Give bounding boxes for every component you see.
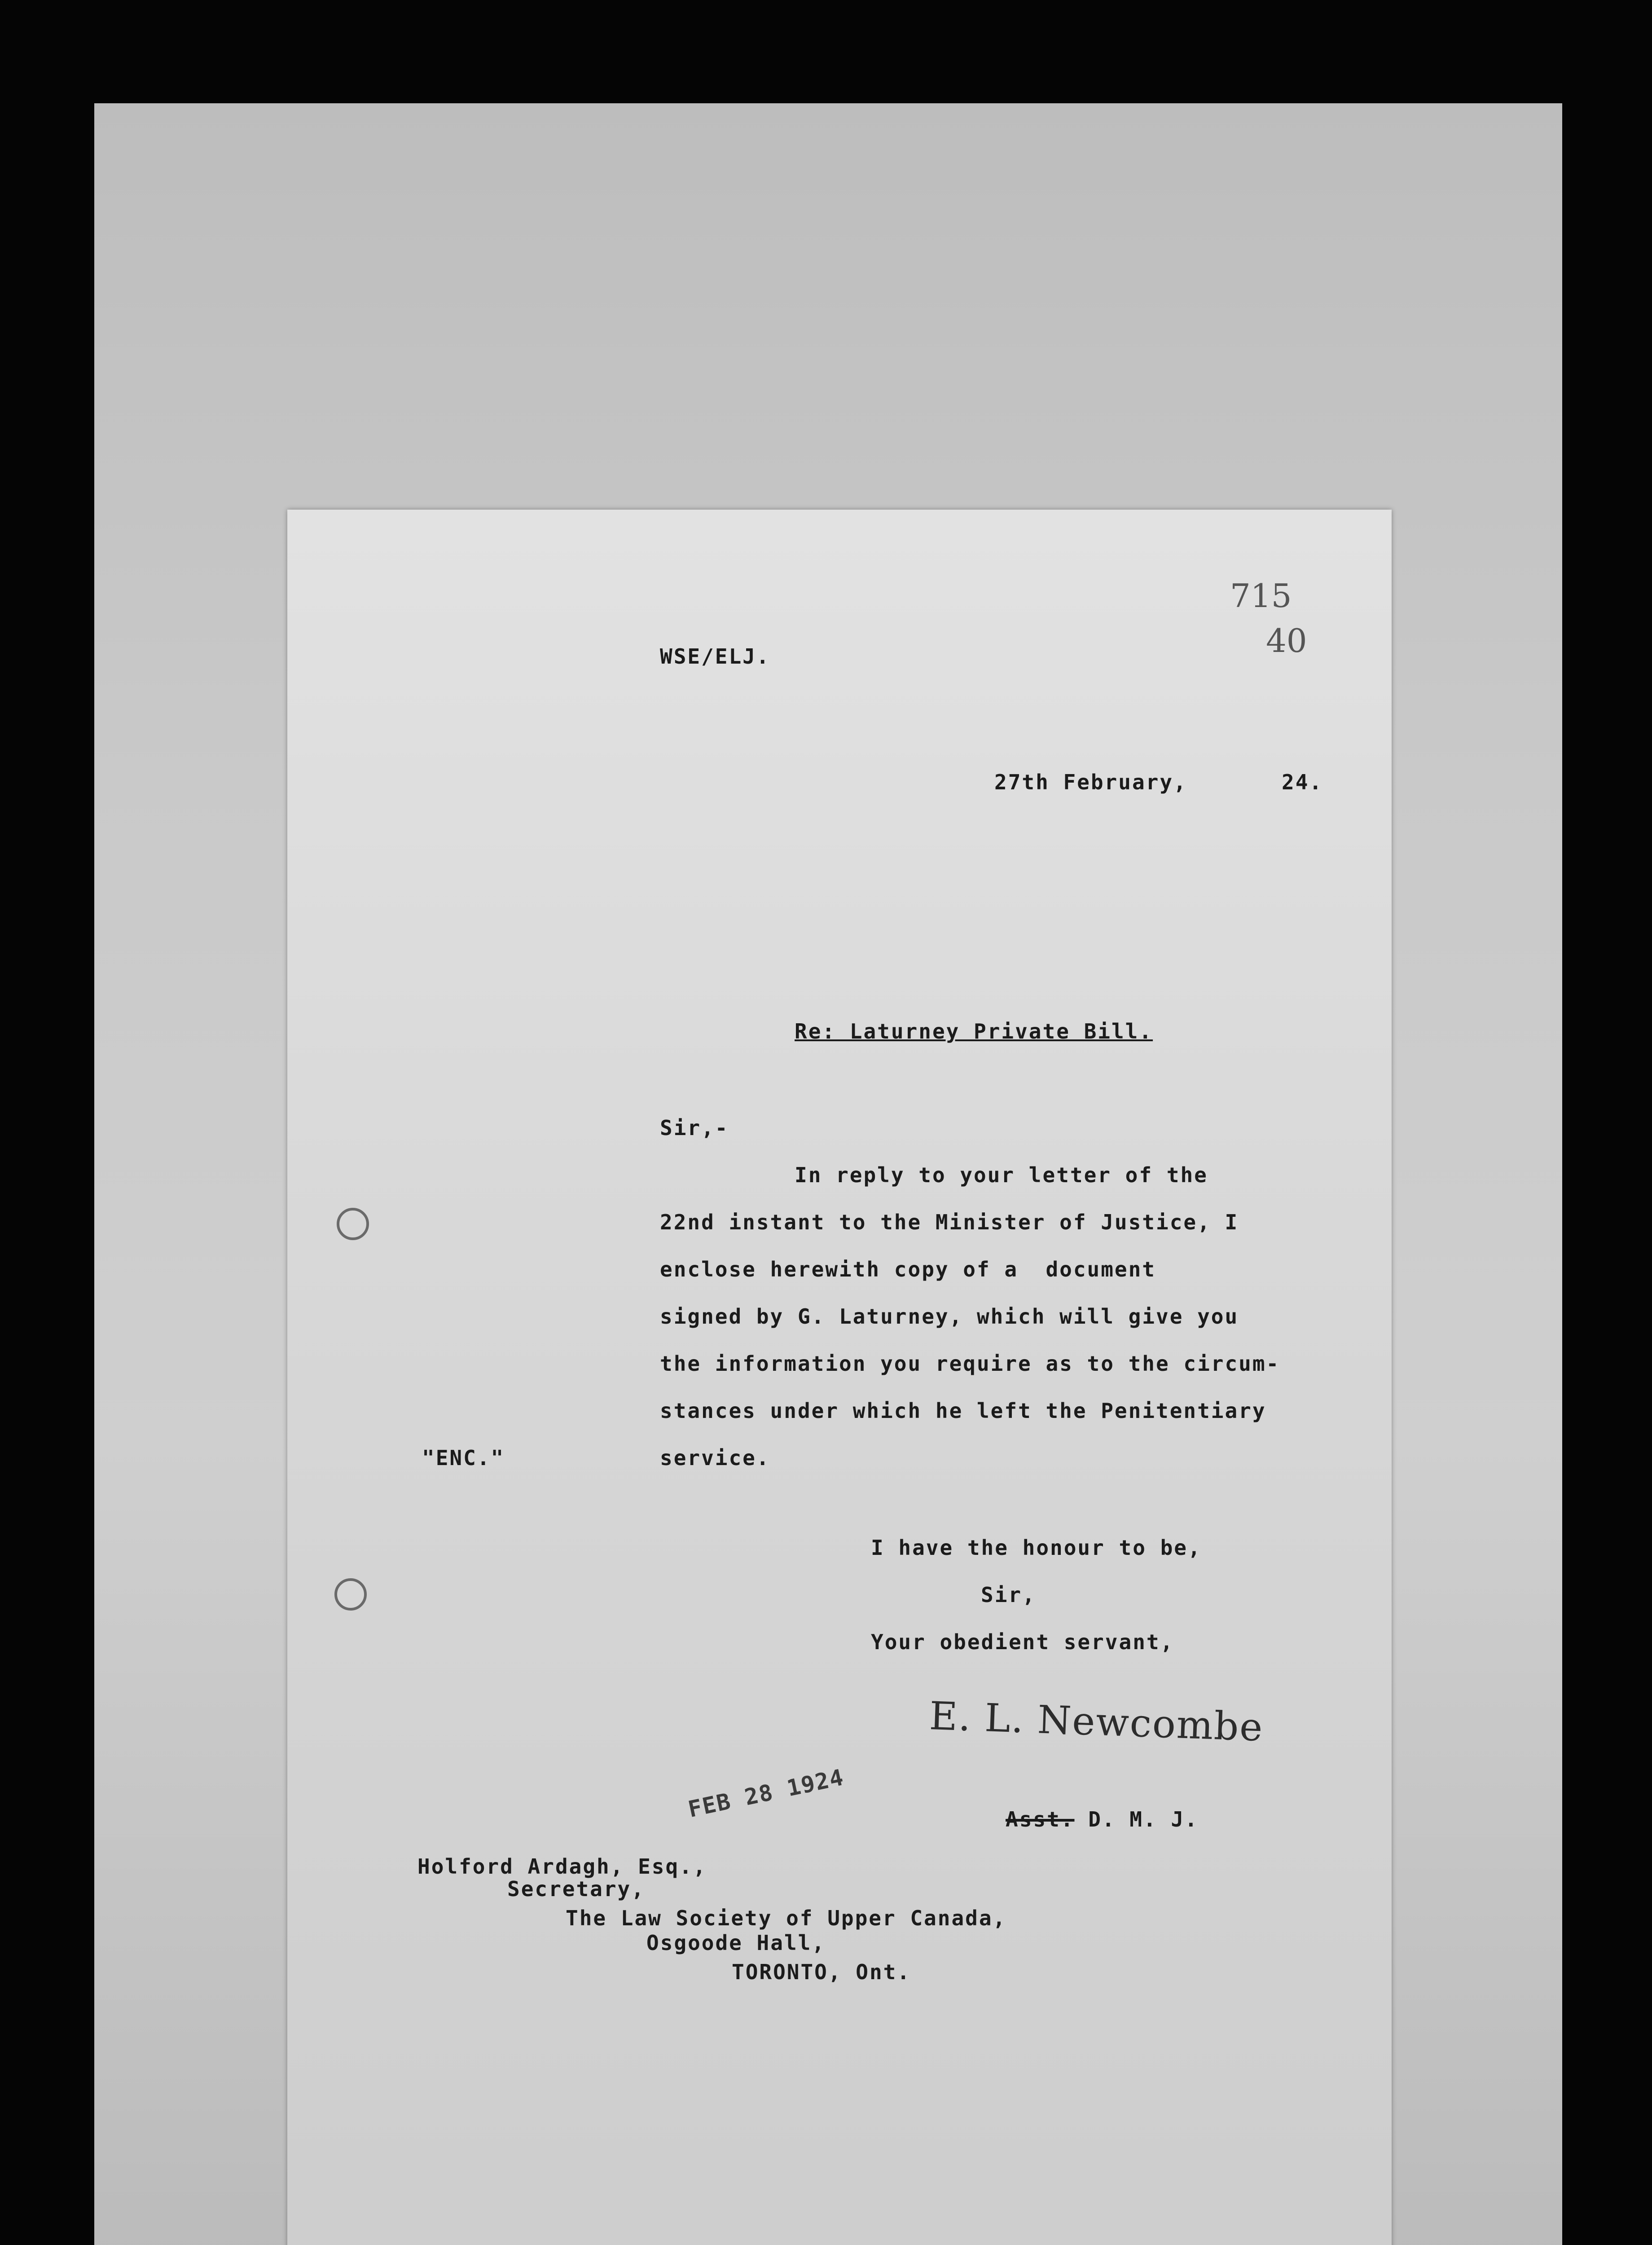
addressee-building: Osgoode Hall, <box>646 1931 826 1955</box>
body-line: stances under which he left the Penitentiary <box>660 1399 1266 1423</box>
signature-stamp: E. L. Newcombe <box>928 1694 1264 1750</box>
received-date-stamp: FEB 28 1924 <box>685 1764 847 1823</box>
body-line: service. <box>660 1446 770 1470</box>
addressee-title: Secretary, <box>507 1877 645 1901</box>
closing-line: Sir, <box>981 1583 1036 1607</box>
closing-line: Your obedient servant, <box>871 1630 1174 1654</box>
folio-number-top: 715 <box>1230 577 1292 615</box>
punch-hole <box>337 1208 369 1240</box>
body-line: signed by G. Laturney, which will give you <box>660 1304 1239 1329</box>
letter-date: 27th February, <box>994 770 1187 794</box>
addressee-city: TORONTO, Ont. <box>732 1960 911 1984</box>
addressee-organization: The Law Society of Upper Canada, <box>566 1906 1007 1930</box>
salutation: Sir,- <box>660 1116 729 1140</box>
signer-title-line <box>1006 1807 1199 1831</box>
folio-number-bottom: 40 <box>1266 622 1307 660</box>
reference-initials: WSE/ELJ. <box>660 644 770 669</box>
body-line: enclose herewith copy of a document <box>660 1257 1156 1281</box>
letter-page <box>287 510 1392 2245</box>
body-line: In reply to your letter of the <box>795 1163 1208 1187</box>
punch-hole <box>334 1578 367 1611</box>
struck-title: Asst. <box>1006 1807 1075 1831</box>
body-line: the information you require as to the circum- <box>660 1351 1280 1376</box>
letter-year: 24. <box>1282 770 1323 794</box>
enclosure-note: "ENC." <box>422 1446 505 1470</box>
signer-title: D. M. J. <box>1088 1807 1199 1831</box>
addressee-name: Holford Ardagh, Esq., <box>417 1854 707 1879</box>
subject-line: Re: Laturney Private Bill. <box>795 1019 1153 1043</box>
body-line: 22nd instant to the Minister of Justice, I <box>660 1210 1239 1234</box>
closing-line: I have the honour to be, <box>871 1536 1202 1560</box>
